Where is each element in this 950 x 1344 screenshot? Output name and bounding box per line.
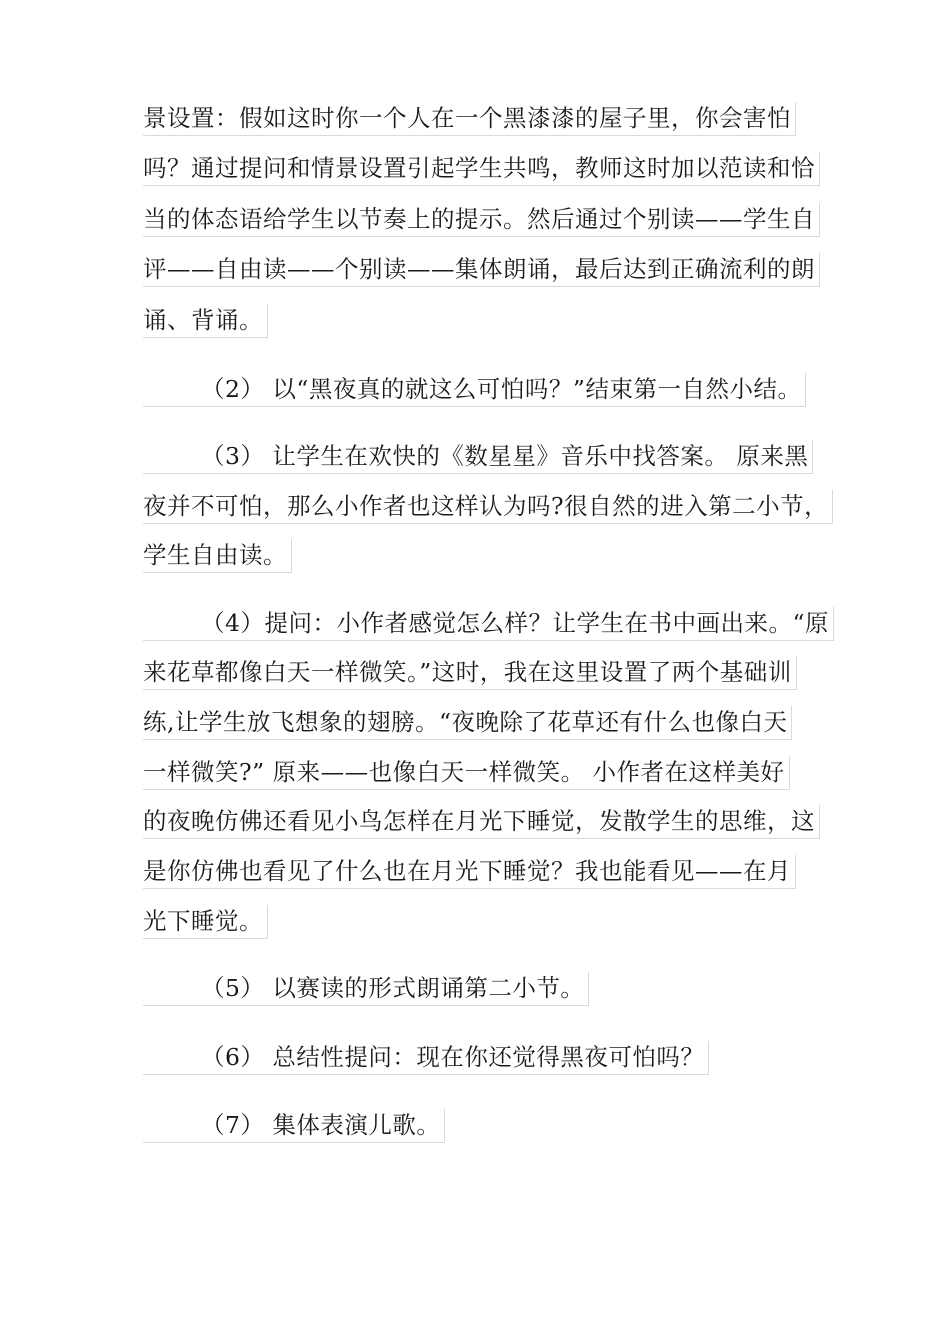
- text-line: （7） 集体表演儿歌。: [143, 1109, 445, 1143]
- text-line: 光下睡觉。: [143, 905, 268, 939]
- text-line: 诵、背诵。: [143, 304, 268, 338]
- text-line: （2） 以“黑夜真的就这么可怕吗？”结束第一自然小结。: [143, 373, 806, 407]
- text-line: 的夜晚仿佛还看见小鸟怎样在月光下睡觉，发散学生的思维，这: [143, 805, 820, 839]
- text-line: 当的体态语给学生以节奏上的提示。然后通过个别读——学生自: [143, 203, 820, 237]
- text-line: （6） 总结性提问：现在你还觉得黑夜可怕吗？: [143, 1041, 709, 1075]
- text-line: 练,让学生放飞想象的翅膀。“夜晚除了花草还有什么也像白天: [143, 706, 792, 740]
- text-line: 是你仿佛也看见了什么也在月光下睡觉？我也能看见——在月: [143, 855, 796, 889]
- text-line: 景设置：假如这时你一个人在一个黑漆漆的屋子里，你会害怕: [143, 102, 796, 136]
- text-line: 评——自由读——个别读——集体朗诵，最后达到正确流利的朗: [143, 253, 820, 287]
- text-line: （3） 让学生在欢快的《数星星》音乐中找答案。 原来黑: [143, 440, 813, 474]
- text-line: （4）提问：小作者感觉怎么样？让学生在书中画出来。“原: [143, 607, 834, 641]
- text-line: 学生自由读。: [143, 539, 292, 573]
- text-line: （5） 以赛读的形式朗诵第二小节。: [143, 972, 589, 1006]
- text-line: 吗？通过提问和情景设置引起学生共鸣，教师这时加以范读和恰: [143, 152, 820, 186]
- text-line: 夜并不可怕，那么小作者也这样认为吗?很自然的进入第二小节，: [143, 490, 833, 524]
- text-line: 一样微笑?” 原来——也像白天一样微笑。 小作者在这样美好: [143, 756, 790, 790]
- text-line: 来花草都像白天一样微笑。”这时，我在这里设置了两个基础训: [143, 656, 797, 690]
